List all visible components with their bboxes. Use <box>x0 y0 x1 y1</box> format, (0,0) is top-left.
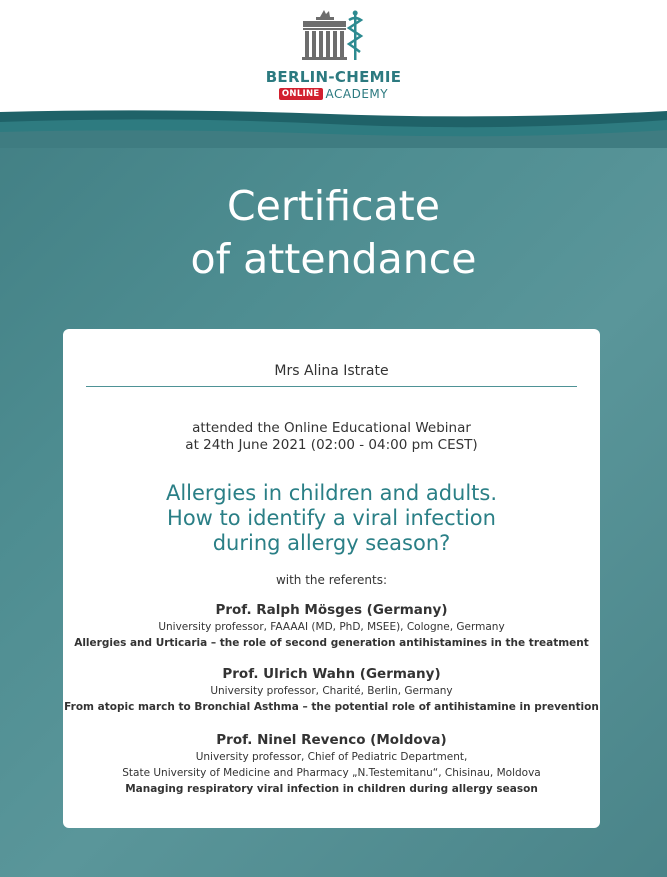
academy-line <box>0 87 667 101</box>
title-line-1: Certificate <box>227 182 440 230</box>
attendance-line-1: attended the Online Educational Webinar <box>192 420 471 436</box>
referent-role: University professor, Chief of Pediatric Department, <box>195 751 468 763</box>
certificate-card <box>63 329 600 828</box>
header <box>0 0 667 118</box>
referent-lecture: Allergies and Urticaria – the role of second generation antihistamines in the treatment <box>74 637 589 649</box>
header-wave-divider <box>0 108 667 148</box>
referent-2 <box>63 665 600 715</box>
topic-line-3: during allergy season? <box>212 531 451 555</box>
referent-role: University professor, FAAAAI (MD, PhD, MSEE), Cologne, Germany <box>158 621 505 633</box>
brandenburg-gate-caduceus-icon <box>302 8 366 64</box>
logo <box>0 8 667 101</box>
referent-name: Prof. Ninel Revenco (Moldova) <box>216 732 447 748</box>
divider-line <box>86 386 577 387</box>
referent-role: University professor, Charité, Berlin, Germany <box>210 685 453 697</box>
referent-name: Prof. Ulrich Wahn (Germany) <box>222 666 441 682</box>
referent-lecture: From atopic march to Bronchial Asthma – the potential role of antihistamine in prevention <box>64 701 599 713</box>
with-referents-label: with the referents: <box>275 573 388 587</box>
certificate-title <box>0 180 667 286</box>
brand-name: BERLIN-CHEMIE <box>265 68 402 86</box>
referent-role: State University of Medicine and Pharmacy „N.Testemitanu“, Chisinau, Moldova <box>122 767 541 779</box>
topic-line-1: Allergies in children and adults. <box>165 481 498 505</box>
attendance-line-2: at 24th June 2021 (02:00 - 04:00 pm CEST) <box>185 437 478 453</box>
title-line-2: of attendance <box>190 235 477 283</box>
online-badge: ONLINE <box>279 88 323 100</box>
academy-label: ACADEMY <box>325 87 389 101</box>
webinar-topic <box>63 481 600 556</box>
referent-3 <box>63 731 600 797</box>
referent-name: Prof. Ralph Mösges (Germany) <box>215 602 448 618</box>
recipient-name: Mrs Alina Istrate <box>274 363 389 379</box>
attendance-text <box>63 420 600 454</box>
referent-lecture: Managing respiratory viral infection in children during allergy season <box>125 783 538 795</box>
topic-line-2: How to identify a viral infection <box>167 506 496 530</box>
referent-1 <box>63 601 600 651</box>
